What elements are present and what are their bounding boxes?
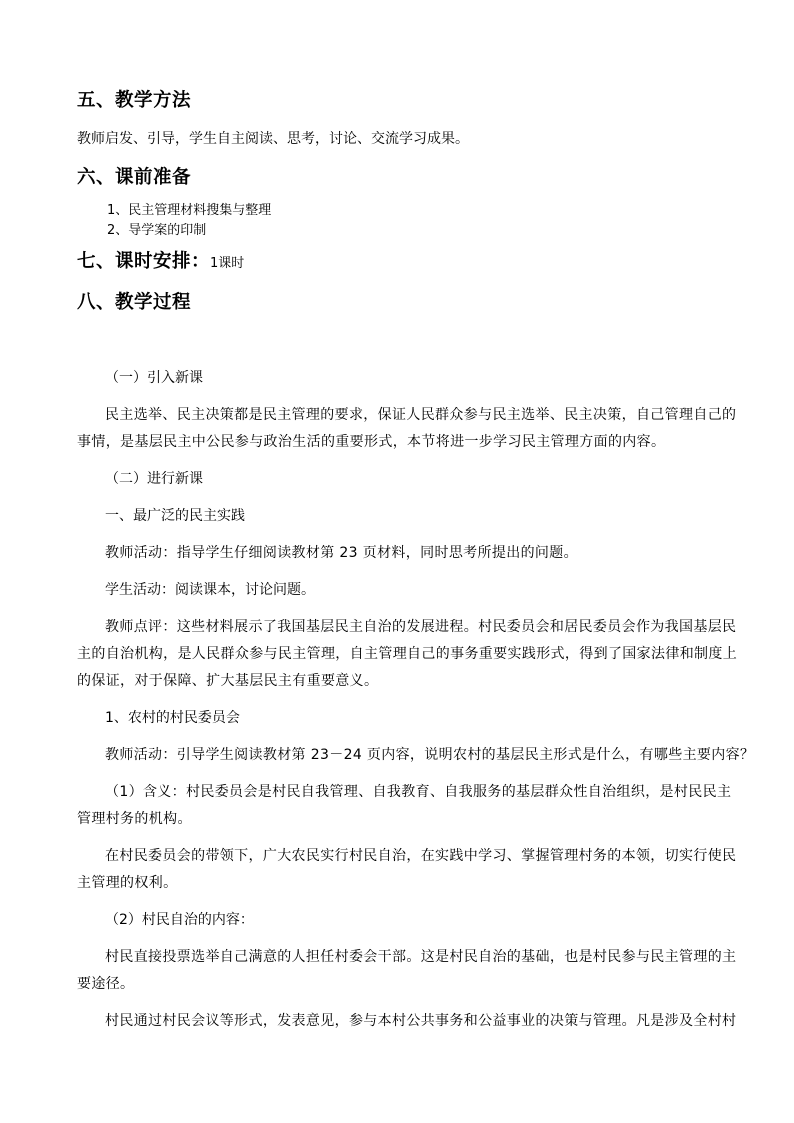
paragraph-line: （1）含义：村民委员会是村民自我管理、自我教育、自我服务的基层群众性自治组织，是村民民主 <box>105 784 732 800</box>
paragraph-line: 事情，是基层民主中公民参与政治生活的重要形式，本节将进一步学习民主管理方面的内容。 <box>77 434 666 450</box>
teacher-activity: 教师活动：引导学生阅读教材第 23－24 页内容，说明农村的基层民主形式是什么，有哪些主要内容？ <box>105 747 755 763</box>
paragraph-line: 要途径。 <box>77 976 135 992</box>
section-heading-schedule: 七、课时安排： <box>77 251 211 272</box>
paragraph-line: 村民直接投票选举自己满意的人担任村委会干部。这是村民自治的基础，也是村民参与民主管理的主 <box>105 949 737 965</box>
schedule-value: 1课时 <box>210 256 245 271</box>
intro-title: （一）引入新课 <box>105 370 203 386</box>
paragraph-line: 管理村务的机构。 <box>77 811 192 827</box>
preparation-item: 2、导学案的印制 <box>107 223 207 238</box>
paragraph-line: 教师点评：这些材料展示了我国基层民主自治的发展进程。村民委员会和居民委员会作为我国基层民 <box>105 619 737 635</box>
paragraph-line: 在村民委员会的带领下，广大农民实行村民自治，在实践中学习、掌握管理村务的本领，切实行使民 <box>105 848 737 864</box>
teacher-activity: 教师活动：指导学生仔细阅读教材第 23 页材料，同时思考所提出的问题。 <box>105 545 578 561</box>
paragraph-line: 主管理的权利。 <box>77 875 178 891</box>
paragraph-line: 民主选举、民主决策都是民主管理的要求，保证人民群众参与民主选举、民主决策，自己管理自己的 <box>105 407 737 423</box>
subsection-title: 一、最广泛的民主实践 <box>105 508 245 524</box>
section-heading-methods: 五、教学方法 <box>77 90 192 111</box>
content-title: （2）村民自治的内容： <box>105 912 254 928</box>
methods-text: 教师启发、引导，学生自主阅读、思考，讨论、交流学习成果。 <box>77 131 469 147</box>
paragraph-line: 的保证，对于保障、扩大基层民主有重要意义。 <box>77 673 379 689</box>
new-lesson-title: （二）进行新课 <box>105 471 203 487</box>
paragraph-line: 主的自治机构，是人民群众参与民主管理，自主管理自己的事务重要实践形式，得到了国家法律和制度上 <box>77 646 738 662</box>
point-title: 1、农村的村民委员会 <box>105 710 240 726</box>
paragraph-line: 村民通过村民会议等形式，发表意见，参与本村公共事务和公益事业的决策与管理。凡是涉及全村村 <box>105 1013 737 1029</box>
preparation-item: 1、民主管理材料搜集与整理 <box>107 203 272 218</box>
section-heading-preparation: 六、课前准备 <box>77 167 192 188</box>
student-activity: 学生活动：阅读课本，讨论问题。 <box>105 582 315 598</box>
section-heading-process: 八、教学过程 <box>77 292 192 313</box>
schedule-line <box>77 247 244 273</box>
